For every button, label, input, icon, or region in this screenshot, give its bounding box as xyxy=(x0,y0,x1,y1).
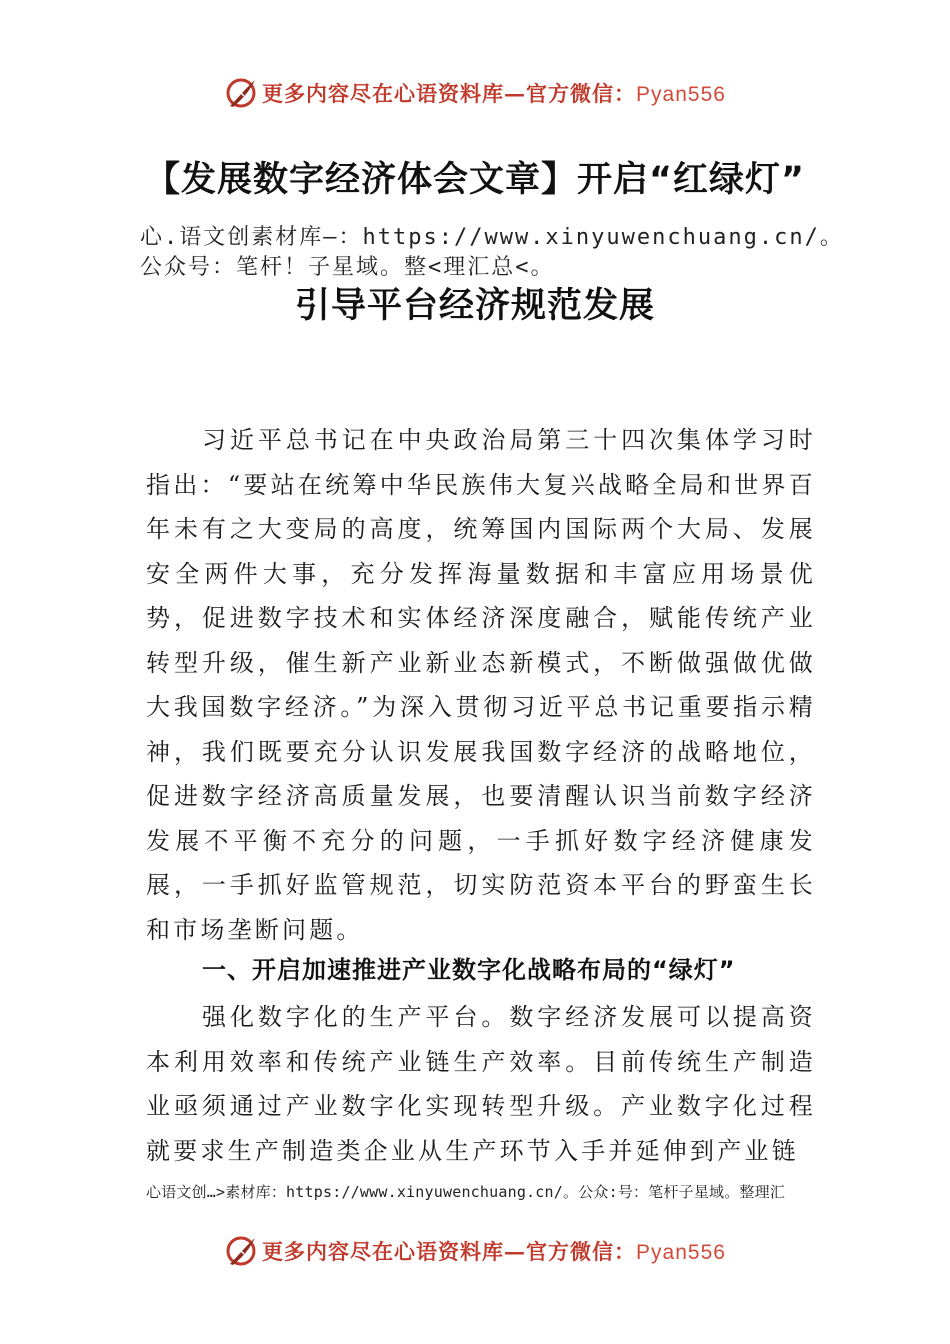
document-title: 【发展数字经济体会文章】开启“红绿灯” xyxy=(144,160,805,200)
header-banner xyxy=(0,68,950,118)
section-heading-1: 一、开启加速推进产业数字化战略布局的“绿灯” xyxy=(202,956,736,984)
banner-text: 更多内容尽在心语资料库—官方微信：Pyan556 xyxy=(262,1239,726,1264)
footer-banner xyxy=(0,1226,950,1276)
watermark-line-1: 心.语文创素材库—：https://www.xinyuwenchuang.cn/。 xyxy=(140,225,844,250)
paragraph-section-1: 强化数字化的生产平台。数字经济发展可以提高资本利用效率和传统产业链生产效率。目前传统生产制造业亟须通过产业数字化实现转型升级。产业数字化过程就要求生产制造类企业从生产环节入手并延伸到产业链 xyxy=(146,1003,816,1165)
paragraph-intro: 习近平总书记在中央政治局第三十四次集体学习时指出：“要站在统筹中华民族伟大复兴战略全局和世界百年未有之大变局的高度，统筹国内国际两个大局、发展安全两件大事，充分发挥海量数据和丰富应用场景优势，促进数字技术和实体经济深度融合，赋能传统产业转型升级，催生新产业新业态新模式，不断做强做优做大我国数字经济。”为深入贯彻习近平总书记重要指示精神，我们既要充分认识发展我国数字经济的战略地位，促进数字经济高质量发展，也要清醒认识当前数字经济发展不平衡不充分的问题，一手抓好数字经济健康发展，一手抓好监管规范，切实防范资本平台的野蛮生长和市场垄断问题。 xyxy=(146,426,816,944)
footer-watermark: 心语文创…>素材库：https://www.xinyuwenchuang.cn/。公众:号：笔杆子星域。整理汇 xyxy=(146,1183,786,1201)
wechat-handle: Pyan556 xyxy=(636,83,726,106)
document-subtitle: 引导平台经济规范发展 xyxy=(294,286,655,326)
quill-logo-icon xyxy=(224,1234,258,1268)
wechat-handle: Pyan556 xyxy=(636,1241,726,1264)
watermark-line-2: 公众号：笔杆！子星域。整<理汇总<。 xyxy=(140,255,555,280)
banner-text: 更多内容尽在心语资料库—官方微信：Pyan556 xyxy=(262,81,726,106)
quill-logo-icon xyxy=(224,76,258,110)
